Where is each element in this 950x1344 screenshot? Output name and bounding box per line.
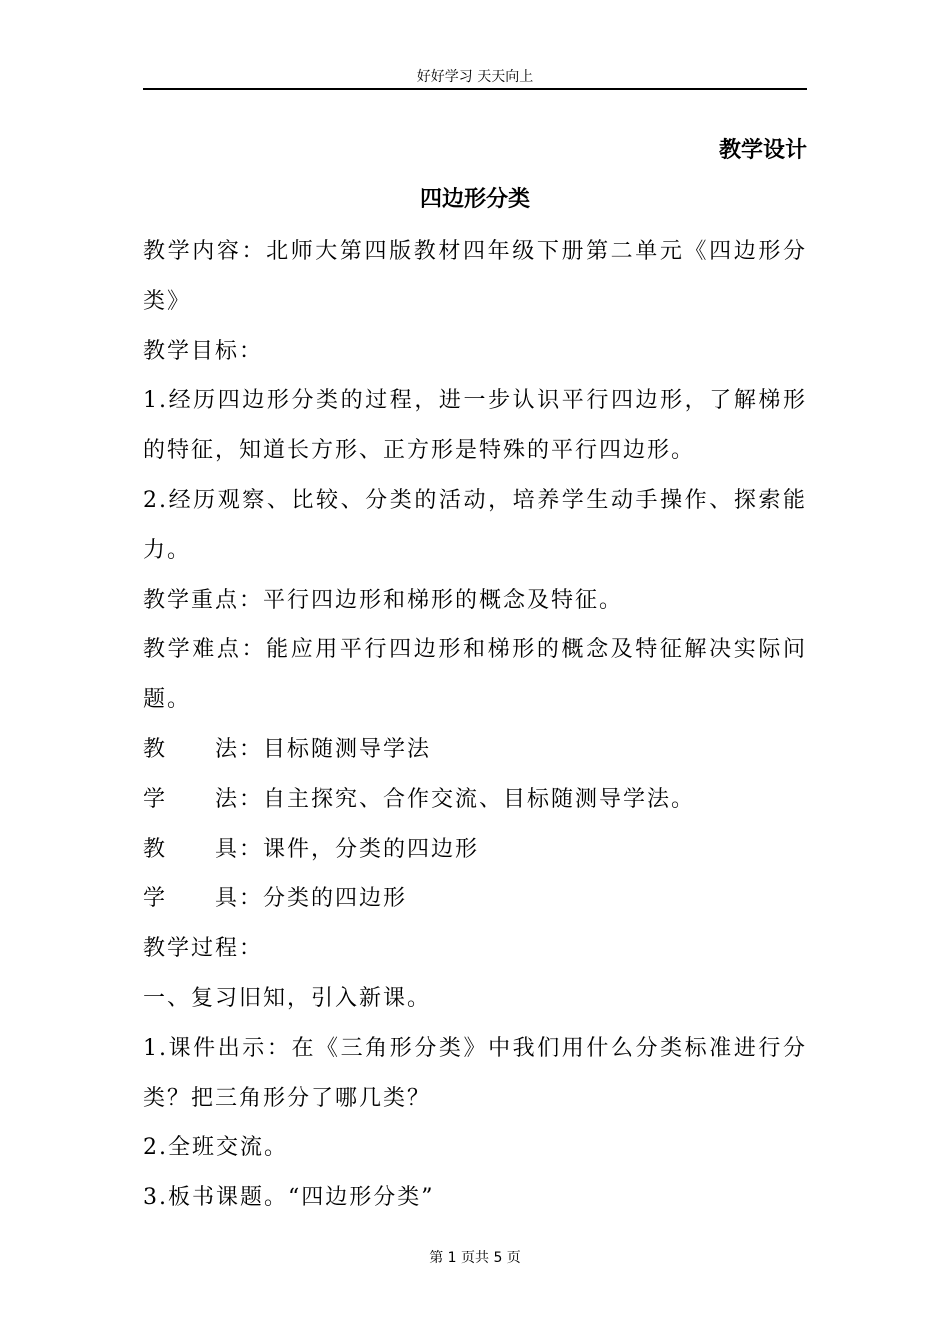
page-footer: 第 1 页共 5 页: [429, 1250, 521, 1266]
paragraph-step-1: 1.课件出示：在《三角形分类》中我们用什么分类标准进行分类？把三角形分了哪几类？: [143, 1035, 807, 1111]
paragraph-key-points: 教学重点：平行四边形和梯形的概念及特征。: [143, 587, 624, 613]
paragraph-step-3: 3.板书课题。“四边形分类”: [143, 1185, 435, 1211]
document-body: [143, 227, 807, 1223]
paragraph-step-2: 2.全班交流。: [143, 1135, 288, 1161]
paragraph-teaching-method: 教 法：目标随测导学法: [143, 736, 432, 762]
paragraph-teaching-tools: 教 具：课件，分类的四边形: [143, 836, 480, 862]
paragraph-teaching-content: 教学内容：北师大第四版教材四年级下册第二单元《四边形分类》: [143, 239, 807, 314]
paragraph-learning-tools: 学 具：分类的四边形: [143, 886, 408, 912]
document-label: 教学设计: [718, 138, 807, 163]
document-title: 四边形分类: [419, 187, 530, 212]
paragraph-section-1: 一、复习旧知，引入新课。: [143, 985, 432, 1011]
page-header: 好好学习 天天向上: [416, 69, 534, 85]
paragraph-difficulties: 教学难点：能应用平行四边形和梯形的概念及特征解决实际问题。: [143, 637, 807, 713]
paragraph-process-heading: 教学过程：: [143, 936, 264, 962]
paragraph-objectives-heading: 教学目标：: [143, 338, 264, 364]
paragraph-learning-method: 学 法：自主探究、合作交流、目标随测导学法。: [143, 786, 696, 812]
paragraph-objective-1: 1.经历四边形分类的过程，进一步认识平行四边形，了解梯形的特征，知道长方形、正方形是特殊的平行四边形。: [143, 388, 807, 464]
header-divider: [143, 88, 807, 90]
paragraph-objective-2: 2.经历观察、比较、分类的活动，培养学生动手操作、探索能力。: [143, 487, 807, 563]
